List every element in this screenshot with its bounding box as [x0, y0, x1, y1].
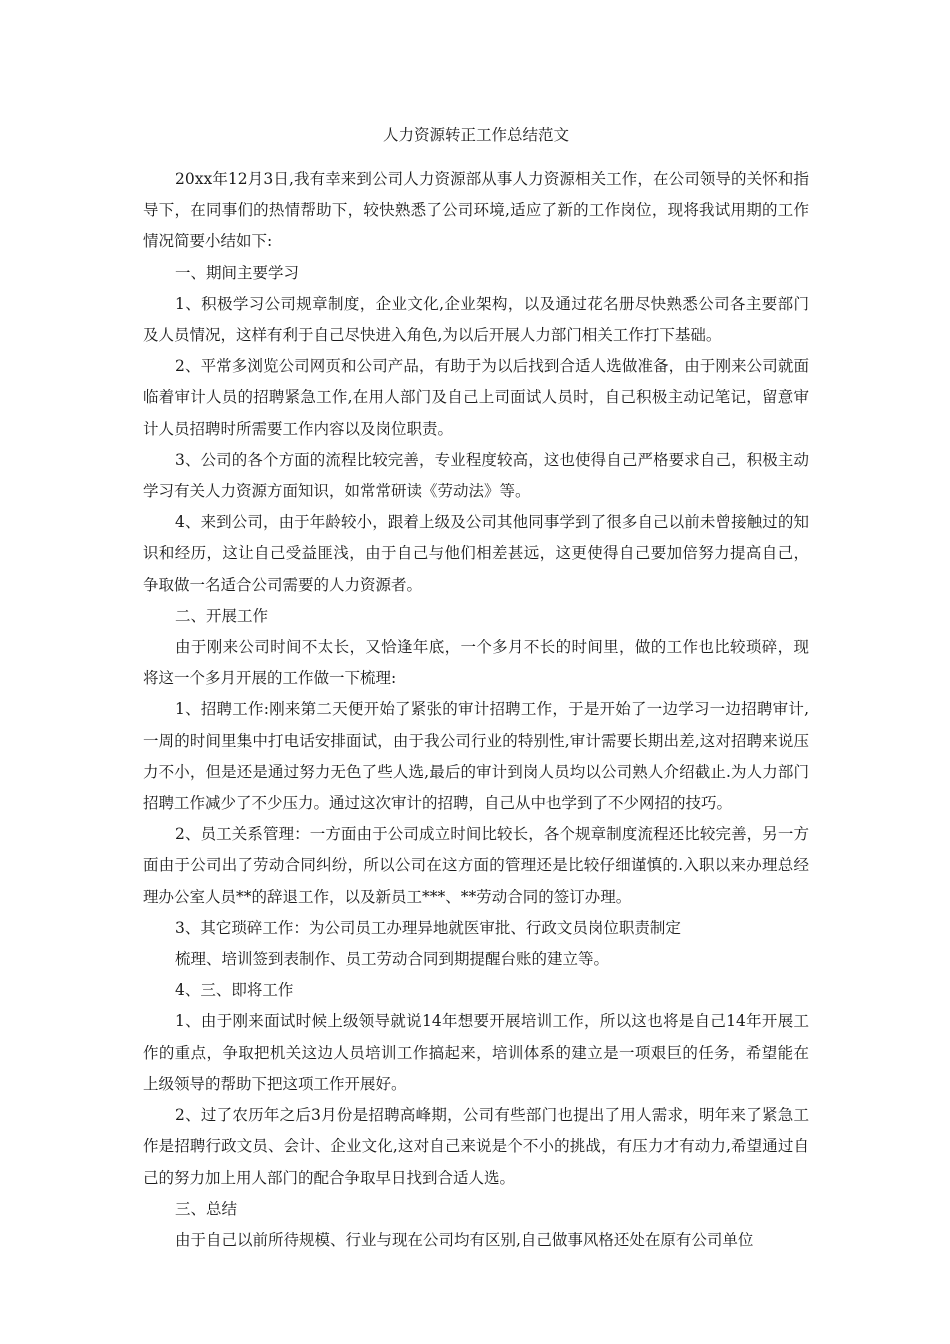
- document-body: [143, 164, 809, 1256]
- document-page: [143, 120, 809, 1256]
- paragraph-work-intro: 由于刚来公司时间不太长，又恰逢年底，一个多月不长的时间里，做的工作也比较琐碎，现将这一个多月开展的工作做一下梳理:: [143, 638, 809, 688]
- section-heading-work: 二、开展工作: [175, 606, 269, 625]
- paragraph-study-4: 4、来到公司，由于年龄较小，跟着上级及公司其他同事学到了很多自己以前未曾接触过的知识和经历，这让自己受益匪浅，由于自己与他们相差甚远，这更使得自己要加倍努力提高自己，争取做一名适合公司需要的人力资源者。: [143, 513, 809, 594]
- section-heading-summary: 三、总结: [175, 1199, 238, 1218]
- document-title: 人力资源转正工作总结范文: [382, 126, 569, 144]
- paragraph-upcoming-2: 2、过了农历年之后3月份是招聘高峰期，公司有些部门也提出了用人需求，明年来了紧急工作是招聘行政文员、会计、企业文化,这对自己来说是个不小的挑战，有压力才有动力,希望通过自己的努力加上用人部门的配合争取早日找到合适人选。: [143, 1106, 809, 1187]
- paragraph-upcoming-1: 1、由于刚来面试时候上级领导就说14年想要开展培训工作，所以这也将是自己14年开展工作的重点，争取把机关这边人员培训工作搞起来，培训体系的建立是一项艰巨的任务，希望能在上级领导的帮助下把这项工作开展好。: [143, 1012, 809, 1093]
- paragraph-work-2: 2、员工关系管理：一方面由于公司成立时间比较长，各个规章制度流程还比较完善，另一方面由于公司出了劳动合同纠纷，所以公司在这方面的管理还是比较仔细谨慎的.入职以来办理总经理办公室人员**的辞退工作，以及新员工***、**劳动合同的签订办理。: [143, 825, 809, 906]
- paragraph-work-1: 1、招聘工作:刚来第二天便开始了紧张的审计招聘工作，于是开始了一边学习一边招聘审计,一周的时间里集中打电话安排面试，由于我公司行业的特别性,审计需要长期出差,这对招聘来说压力不小，但是还是通过努力无色了些人选,最后的审计到岗人员均以公司熟人介绍截止.为人力部门招聘工作减少了不少压力。通过这次审计的招聘，自己从中也学到了不少网招的技巧。: [143, 700, 809, 813]
- section-heading-study: 一、期间主要学习: [175, 263, 300, 282]
- paragraph-work-3: 3、其它琐碎工作：为公司员工办理异地就医审批、行政文员岗位职责制定: [175, 918, 681, 937]
- paragraph-study-1: 1、积极学习公司规章制度，企业文化,企业架构，以及通过花名册尽快熟悉公司各主要部门及人员情况，这样有利于自己尽快进入角色,为以后开展人力部门相关工作打下基础。: [143, 294, 809, 345]
- section-heading-upcoming: 4、三、即将工作: [175, 981, 294, 1000]
- paragraph-study-2: 2、平常多浏览公司网页和公司产品，有助于为以后找到合适人选做准备，由于刚来公司就面临着审计人员的招聘紧急工作,在用人部门及自己上司面试人员时，自己积极主动记笔记，留意审计人员招聘时所需要工作内容以及岗位职责。: [143, 357, 809, 438]
- paragraph-intro: 20xx年12月3日,我有幸来到公司人力资源部从事人力资源相关工作，在公司领导的关怀和指导下，在同事们的热情帮助下，较快熟悉了公司环境,适应了新的工作岗位，现将我试用期的工作情况简要小结如下:: [143, 170, 809, 251]
- paragraph-study-3: 3、公司的各个方面的流程比较完善，专业程度较高，这也使得自己严格要求自己，积极主动学习有关人力资源方面知识，如常常研读《劳动法》等。: [143, 450, 809, 501]
- paragraph-summary: 由于自己以前所待规模、行业与现在公司均有区别,自己做事风格还处在原有公司单位: [175, 1230, 754, 1249]
- paragraph-work-3-cont: 梳理、培训签到表制作、员工劳动合同到期提醒台账的建立等。: [175, 950, 610, 969]
